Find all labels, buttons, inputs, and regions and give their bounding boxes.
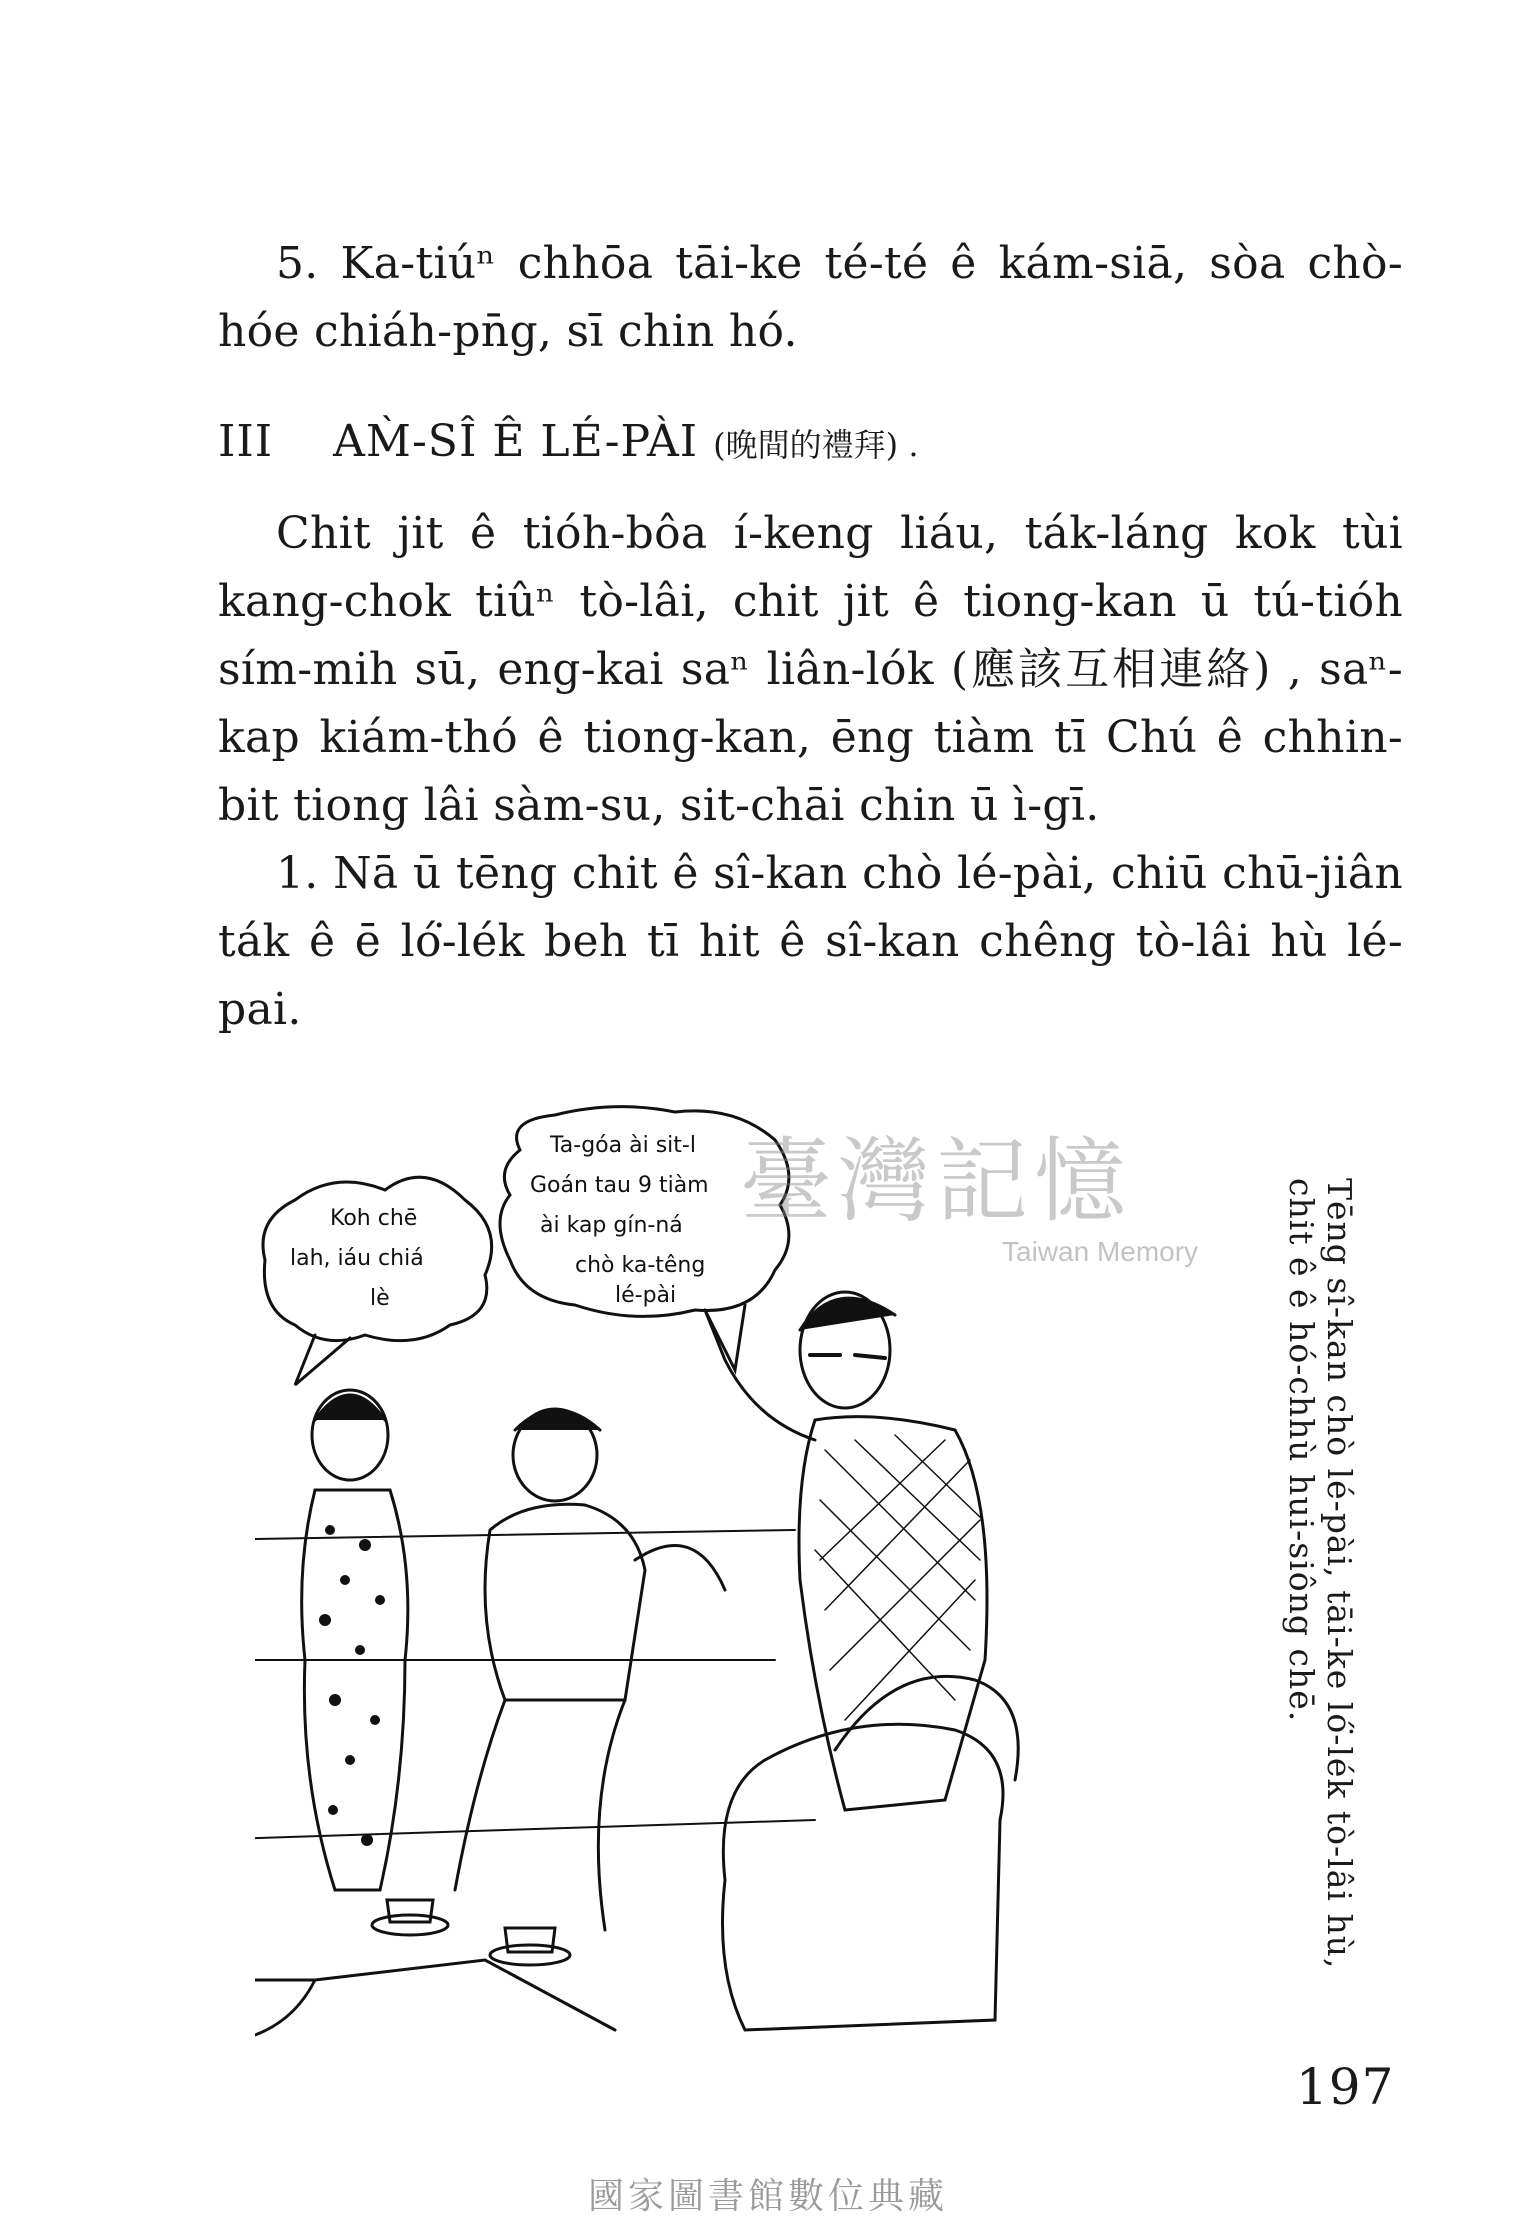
paragraph-5-text: 5. Ka-tiúⁿ chhōa tāi-ke té-té ê kám-siā, sòa chò-hóe chiáh-pn̄g, sī chin hó.: [218, 238, 1403, 357]
sofa-line: [255, 1530, 795, 1540]
bubble-left-line-1: Koh chē: [330, 1206, 418, 1231]
bubble-right-text: [530, 1133, 709, 1308]
young-man-legs: [455, 1700, 625, 1930]
coffee-table: [255, 1960, 615, 2035]
section-heading: [218, 412, 919, 475]
paragraph-intro-text: Chit jit ê tióh-bôa í-keng liáu, ták-láng kok tùi kang-chok tiûⁿ tò-lâi, chit jit ê tiong-kan ū tú-tióh sím-mih sū, eng-kai saⁿ liân-lók (應該互相連絡) , saⁿ-kap kiám-thó ê tiong-kan, ēng tiàm tī Chú ê chhin-bit tiong lâi sàm-su, sit-chāi chin ū ì-gī.: [218, 508, 1403, 831]
young-man-arm: [635, 1545, 725, 1590]
section-number: III: [218, 416, 274, 467]
bubble-right-line-5: lé-pài: [615, 1283, 677, 1308]
paragraph-1-text: 1. Nā ū tēng chit ê sî-kan chò lé-pài, chiū chū-jiân ták ê ē ló͘-lék beh tī hit ê sî-kan chêng tò-lâi hù lé-pai.: [218, 848, 1403, 1035]
young-man-hair: [515, 1410, 600, 1430]
teacup-right: [505, 1928, 555, 1952]
speech-bubble-left-tail: [295, 1335, 350, 1385]
floor-line: [255, 1820, 815, 1840]
bubble-right-line-4: chò ka-têng: [575, 1253, 706, 1278]
illustration-caption: Tēng sî-kan chò lé-pài, tāi-ke ló͘-lék tò-lâi hù, chit ê ê hó-chhù hui-siông chē.: [1282, 1178, 1359, 1970]
armchair: [723, 1724, 1004, 2030]
footer-archive-label: 國家圖書館數位典藏: [587, 2176, 948, 2217]
man-glasses-hair: [800, 1298, 895, 1330]
bubble-right-line-3: ài kap gín-ná: [540, 1213, 683, 1238]
bubble-left-line-2: lah, iáu chiá: [290, 1246, 424, 1271]
watermark: [740, 1108, 1260, 1278]
paragraph-intro: [218, 500, 1403, 840]
bubble-left-line-3: lè: [370, 1286, 390, 1311]
paragraph-5: [218, 230, 1403, 366]
section-title: AM̀-SÎ Ê LÉ-PÀI: [333, 416, 699, 467]
teacup-left: [387, 1900, 433, 1922]
page-number: 197: [1296, 2058, 1395, 2116]
section-chinese-title: (晚間的禮拜) .: [713, 426, 919, 464]
watermark-cjk: 臺灣記憶: [740, 1128, 1133, 1235]
paragraph-1: [218, 840, 1403, 1044]
glasses: [810, 1355, 885, 1358]
woman-dress: [302, 1490, 408, 1890]
watermark-en: Taiwan Memory: [1002, 1236, 1199, 1267]
bubble-left-text: [290, 1206, 424, 1311]
teacup-left-saucer: [372, 1915, 448, 1935]
man-pointing-arm: [705, 1310, 815, 1440]
bubble-right-line-1: Ta-góa ài sit-l: [550, 1133, 696, 1158]
dress-pattern: [319, 1525, 385, 1846]
teacup-right-saucer: [490, 1945, 570, 1965]
bubble-right-line-2: Goán tau 9 tiàm: [530, 1173, 709, 1198]
